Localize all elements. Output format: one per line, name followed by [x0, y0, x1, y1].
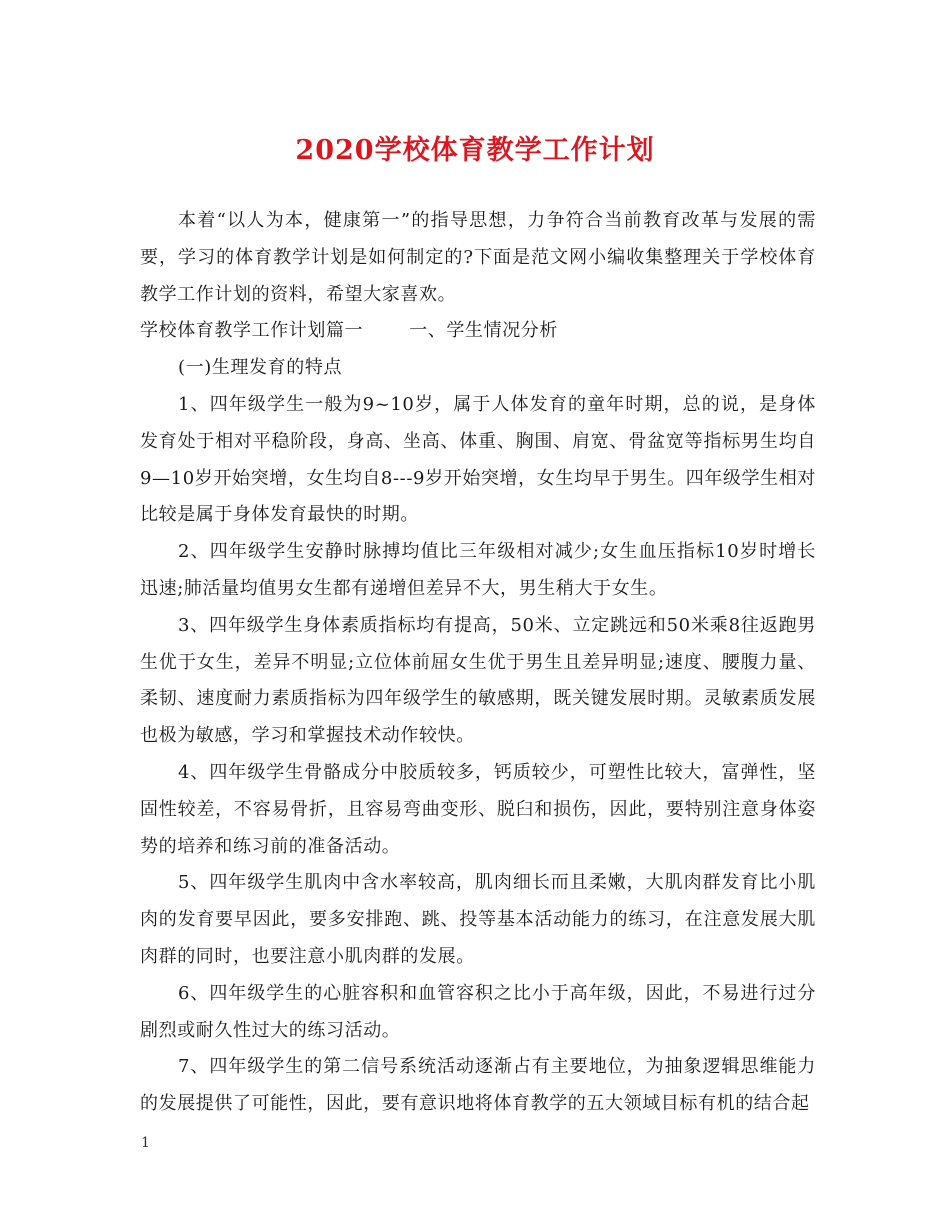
intro-paragraph: 本着“以人为本，健康第一”的指导思想，力争符合当前教育改革与发展的需要，学习的体育教学计划是如何制定的?下面是范文网小编收集整理关于学校体育教学工作计划的资料，希望大家喜欢。: [140, 210, 816, 305]
paragraph-6: 6、四年级学生的心脏容积和血管容积之比小于高年级，因此，不易进行过分剧烈或耐久性过大的练习活动。: [140, 982, 816, 1041]
paragraph-3: 3、四年级学生身体素质指标均有提高，50米、立定跳远和50米乘8往返跑男生优于女生，差异不明显;立位体前屈女生优于男生且差异明显;速度、腰腹力量、柔韧、速度耐力素质指标为四年级学生的敏感期，既关键发展时期。灵敏素质发展也极为敏感，学习和掌握技术动作较快。: [140, 614, 816, 747]
paragraph-4: 4、四年级学生骨骼成分中胶质较多，钙质较少，可塑性比较大，富弹性，坚固性较差，不容易骨折，且容易弯曲变形、脱臼和损伤，因此，要特别注意身体姿势的培养和练习前的准备活动。: [140, 761, 816, 857]
subheading: (一)生理发育的特点: [178, 357, 343, 379]
document-body: [140, 203, 816, 1123]
paragraph-2: 2、四年级学生安静时脉搏均值比三年级相对减少;女生血压指标10岁时增长迅速;肺活量均值男女生都有递增但差异不大，男生稍大于女生。: [140, 541, 816, 599]
section-heading-line: [140, 313, 816, 350]
paragraph-1: 1、四年级学生一般为9~10岁，属于人体发育的童年时期，总的说，是身体发育处于相对平稳阶段，身高、坐高、体重、胸围、肩宽、骨盆宽等指标男生均自9—10岁开始突增，女生均自8---9岁开始突增，女生均早于男生。四年级学生相对比较是属于身体发育最快的时期。: [140, 393, 816, 526]
section-subheading: 一、学生情况分析: [409, 320, 559, 342]
paragraph-7: 7、四年级学生的第二信号系统活动逐渐占有主要地位，为抽象逻辑思维能力的发展提供了可能性，因此，要有意识地将体育教学的五大领域目标有机的结合起: [140, 1056, 816, 1115]
paragraph-5: 5、四年级学生肌肉中含水率较高，肌肉细长而且柔嫩，大肌肉群发育比小肌肉的发育要早因此，要多安排跑、跳、投等基本活动能力的练习，在注意发展大肌肉群的同时，也要注意小肌肉群的发展。: [140, 872, 816, 967]
section-heading: 学校体育教学工作计划篇一: [140, 320, 364, 342]
document-title: 2020学校体育教学工作计划: [295, 135, 655, 166]
page-number: 1: [141, 1135, 150, 1151]
